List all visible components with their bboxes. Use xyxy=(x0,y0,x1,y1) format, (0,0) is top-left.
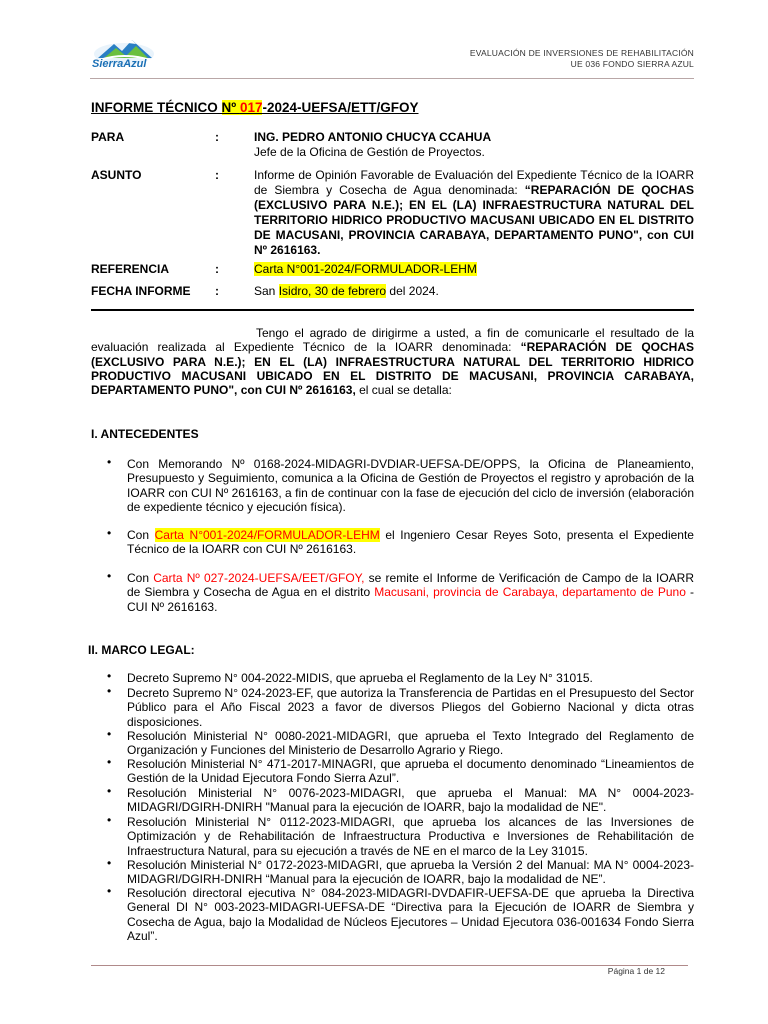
fecha-post: del 2024. xyxy=(386,284,439,298)
fecha-value xyxy=(254,284,694,299)
header-line-2: UE 036 FONDO SIERRA AZUL xyxy=(570,59,694,69)
title-number: Nº 017 xyxy=(221,100,263,115)
meta-separator xyxy=(91,309,694,311)
intro-normal-1: Tengo el agrado de dirigirme a usted, a fin de comunicarle el resultado de la evaluación realizada al Expediente Técnico de la IOARR denominada: xyxy=(91,326,694,355)
marco-item-4: Resolución Ministerial N° 471-2017-MINAGRI, que aprueba el documento denominado “Lineamientos de Gestión de la Unidad Ejecutora Fondo Sierra Azul”. xyxy=(127,757,694,786)
para-label: PARA xyxy=(91,130,125,144)
fecha-colon: : xyxy=(215,284,219,298)
footer-divider xyxy=(91,965,688,966)
intro-paragraph xyxy=(91,326,694,397)
intro-bold: “REPARACIÓN DE QOCHAS (EXCLUSIVO PARA N.E.); EN EL (LA) INFRAESTRUCTURA NATURAL DEL TERRITORIO HIDRICO PRODUCTIVO MACUSANI UBICADO EN EL DISTRITO DE MACUSANI, PROVINCIA CARABAYA, DEPARTAMENTO PUNO", con CUI Nº 2616163, xyxy=(91,340,694,398)
b3-red-2: Macusani, provincia de Carabaya, departamento de Puno xyxy=(374,585,686,600)
para-value xyxy=(254,130,694,160)
bullet-dot: • xyxy=(107,755,112,769)
para-role: Jefe de la Oficina de Gestión de Proyectos. xyxy=(254,145,485,159)
intro-normal-2: el cual se detalla: xyxy=(355,383,452,398)
header-right xyxy=(470,48,694,70)
fecha-label: FECHA INFORME xyxy=(91,284,191,298)
bullet-dot: • xyxy=(107,856,112,870)
para-name: ING. PEDRO ANTONIO CHUCYA CCAHUA xyxy=(254,130,492,144)
report-title xyxy=(91,100,419,115)
logo-text: SierraAzul xyxy=(92,58,147,70)
bullet-dot: • xyxy=(107,526,112,540)
title-number-red: 017 xyxy=(239,100,263,115)
title-prefix: INFORME TÉCNICO xyxy=(91,100,222,115)
ref-label: REFERENCIA xyxy=(91,262,170,276)
b3-post: - CUI Nº 2616163. xyxy=(127,585,694,614)
asunto-value xyxy=(254,168,694,258)
marco-item-3: Resolución Ministerial N° 0080-2021-MIDAGRI, que aprueba el Texto Integrado del Reglamento de Organización y Funciones del Ministerio de Desarrollo Agrario y Riego. xyxy=(127,729,694,758)
asunto-bold: “REPARACIÓN DE QOCHAS (EXCLUSIVO PARA N.E.); EN EL (LA) INFRAESTRUCTURA NATURAL DEL TERRITORIO HIDRICO PRODUCTIVO MACUSANI UBICADO EN EL DISTRITO DE MACUSANI, PROVINCIA CARABAYA, DEPARTAMENTO PUNO", con CUI Nº 2616163. xyxy=(254,183,695,257)
antecedente-item-3 xyxy=(127,571,694,614)
bullet-dot: • xyxy=(107,569,112,583)
page-number: Página 1 de 12 xyxy=(607,966,665,976)
asunto-normal: Informe de Opinión Favorable de Evaluación del Expediente Técnico de la IOARR de Siembra y Cosecha de Agua denominada: xyxy=(254,168,694,197)
bullet-dot: • xyxy=(107,813,112,827)
bullet-dot: • xyxy=(107,727,112,741)
marco-item-5: Resolución Ministerial N° 0076-2023-MIDAGRI, que aprueba el Manual: MA N° 0004-2023-MIDAGRI/DGIRH-DNIRH "Manual para la ejecución de IOARR, bajo la modalidad de NE". xyxy=(127,786,694,815)
marco-item-6: Resolución Ministerial N° 0112-2023-MIDAGRI, que aprueba los alcances de las Inversiones de Optimización y de Rehabilitación de Infraestructura Productiva e Inversiones de Rehabilitación de Infraestructura Natural, para su ejecución a través de NE en el marco de la Ley 31015. xyxy=(127,815,694,858)
para-colon: : xyxy=(215,130,219,144)
ref-colon: : xyxy=(215,262,219,276)
header-divider xyxy=(90,78,694,79)
b2-post: el Ingeniero Cesar Reyes Soto, presenta el Expediente Técnico de la IOARR con CUI Nº 2616163. xyxy=(127,528,694,557)
section-marco-legal-title: II. MARCO LEGAL: xyxy=(88,643,195,657)
antecedente-item-2 xyxy=(127,528,694,557)
b2-pre: Con xyxy=(127,528,155,542)
section-antecedentes-title: I. ANTECEDENTES xyxy=(91,427,199,441)
asunto-colon: : xyxy=(215,168,219,182)
b3-pre: Con xyxy=(127,571,154,585)
marco-item-2: Decreto Supremo N° 024-2023-EF, que autoriza la Transferencia de Partidas en el Presupuesto del Sector Público para el Año Fiscal 2023 a favor de diversos Pliegos del Gobierno Nacional y dicta otras disposiciones. xyxy=(127,686,694,729)
bullet-dot: • xyxy=(107,884,112,898)
ref-value xyxy=(254,262,694,277)
header-line-1: EVALUACIÓN DE INVERSIONES DE REHABILITACIÓN xyxy=(469,48,694,58)
title-suffix: -2024-UEFSA/ETT/GFOY xyxy=(262,100,419,115)
asunto-label: ASUNTO xyxy=(91,168,142,182)
marco-item-1: Decreto Supremo N° 004-2022-MIDIS, que aprueba el Reglamento de la Ley N° 31015. xyxy=(127,671,593,685)
bullet-dot: • xyxy=(107,684,112,698)
fecha-pre: San xyxy=(254,284,279,298)
b3-mid: se remite el Informe de Verificación de Campo de la IOARR de Siembra y Cosecha de Agua en el distrito xyxy=(127,571,694,600)
bullet-dot: • xyxy=(107,784,112,798)
b2-highlight: Carta N°001-2024/FORMULADOR-LEHM xyxy=(154,528,380,542)
fecha-highlight: Isidro, 30 de febrero xyxy=(278,284,387,298)
bullet-dot: • xyxy=(107,455,112,469)
ref-value-text: Carta N°001-2024/FORMULADOR-LEHM xyxy=(254,262,477,276)
marco-item-8: Resolución directoral ejecutiva N° 084-2023-MIDAGRI-DVDAFIR-UEFSA-DE que aprueba la Directiva General DI N° 003-2023-MIDAGRI-UEFSA-DE “Directiva para la Ejecución de IOARR de Siembra y Cosecha de Agua, bajo la Modalidad de Núcleos Ejecutores – Unidad Ejecutora 036-001634 Fondo Sierra Azul”. xyxy=(127,886,694,943)
bullet-dot: • xyxy=(107,669,112,683)
b3-red-1: Carta Nº 027-2024-UEFSA/EET/GFOY, xyxy=(153,571,365,585)
antecedente-item-1: Con Memorando Nº 0168-2024-MIDAGRI-DVDIAR-UEFSA-DE/OPPS, la Oficina de Planeamiento, Presupuesto y Seguimiento, comunica a la Oficina de Gestión de Proyectos el registro y aprobación de la IOARR con CUI Nº 2616163, a fin de continuar con la fase de ejecución del ciclo de inversión (elaboración de expediente técnico y ejecución física). xyxy=(127,457,694,514)
marco-item-7: Resolución Ministerial N° 0172-2023-MIDAGRI, que aprueba la Versión 2 del Manual: MA N° 0004-2023-MIDAGRI/DGIRH-DNIRH “Manual para la ejecución de IOARR, bajo la modalidad de NE”. xyxy=(127,858,694,887)
